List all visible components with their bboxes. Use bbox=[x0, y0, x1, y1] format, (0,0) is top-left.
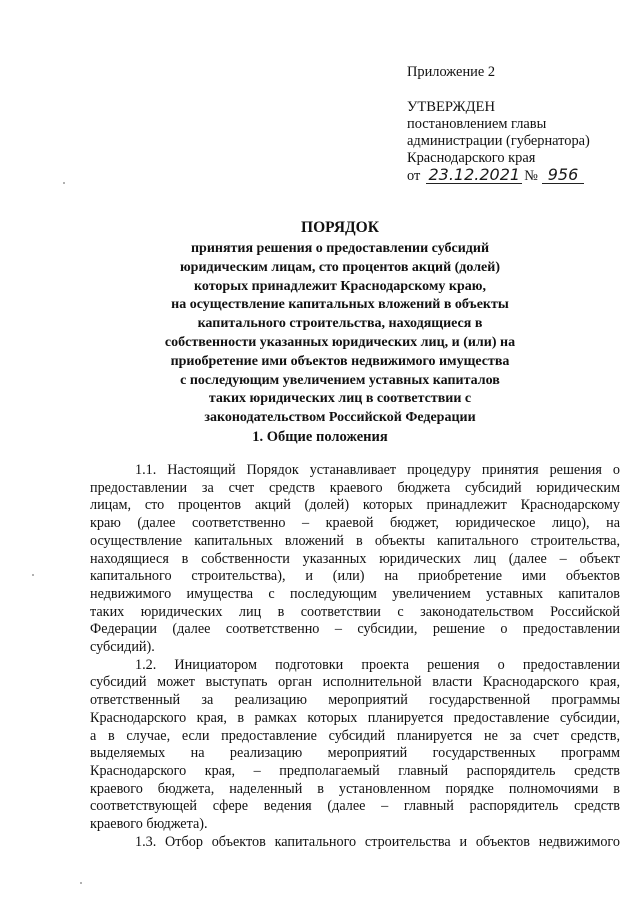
title-line: законодательством Российской Федерации bbox=[204, 410, 476, 426]
title-line: таких юридических лиц в соответствии с bbox=[208, 391, 472, 407]
title-line: которых принадлежит Краснодарскому краю, bbox=[194, 278, 486, 294]
paragraph-line: 1.2. Инициатором подготовки проекта решения о предоставлении bbox=[135, 656, 620, 673]
paragraph-line: краевого бюджета, наделенный в установленном порядке полномочиями в bbox=[90, 780, 620, 797]
section-heading: 1. Общие положения bbox=[252, 429, 388, 445]
date-line bbox=[407, 167, 590, 185]
paragraph-line: 1.3. Отбор объектов капитального строительства и объектов недвижимого bbox=[135, 833, 620, 850]
approval-line: Краснодарского края bbox=[407, 150, 536, 166]
title-line: юридическим лицам, сто процентов акций (долей) bbox=[179, 259, 501, 275]
appendix-label: Приложение 2 bbox=[407, 64, 496, 80]
document-body bbox=[90, 462, 620, 851]
paragraph-1-2 bbox=[90, 657, 620, 834]
title-line: приобретение ими объектов недвижимого имущества bbox=[170, 353, 510, 369]
paragraph-line: находящиеся в собственности указанных юридических лиц (далее – объект bbox=[90, 550, 620, 567]
approved-label: УТВЕРЖДЕН bbox=[407, 99, 495, 115]
paragraph-line: таких юридических лиц в соответствии с законодательством Российской bbox=[90, 603, 620, 620]
document-title bbox=[140, 219, 540, 428]
approval-block bbox=[407, 64, 590, 185]
title-line: собственности указанных юридических лиц, и (или) на bbox=[164, 334, 516, 350]
paragraph-1-3 bbox=[90, 834, 620, 852]
scan-speck bbox=[80, 882, 82, 884]
paragraph-line: осуществление капитальных вложений в объекты капитального строительства, bbox=[90, 532, 620, 549]
scan-speck bbox=[32, 574, 34, 576]
paragraph-line: краевого бюджета). bbox=[90, 816, 208, 833]
paragraph-line: субсидий). bbox=[90, 639, 155, 656]
title-heading: ПОРЯДОК bbox=[301, 219, 379, 236]
paragraph-line: капитального строительства), и (или) на приобретение ими объектов bbox=[90, 568, 620, 585]
handwritten-date: 23.12.2021 bbox=[426, 167, 522, 184]
scan-speck bbox=[63, 182, 65, 184]
paragraph-line: выделяемых на реализацию мероприятий государственных программ bbox=[90, 745, 620, 762]
title-line: принятия решения о предоставлении субсидий bbox=[190, 241, 490, 256]
paragraph-line: лицам, сто процентов акций (долей) которых принадлежит Краснодарскому bbox=[90, 497, 620, 514]
paragraph-line: 1.1. Настоящий Порядок устанавливает процедуру принятия решения о bbox=[135, 462, 620, 478]
date-prefix: от bbox=[407, 168, 421, 184]
paragraph-line: предоставлении за счет средств краевого бюджета субсидий юридическим bbox=[90, 479, 620, 496]
paragraph-line: субсидий может выступать орган исполнительной власти Краснодарского края, bbox=[90, 674, 620, 691]
paragraph-line: соответствующей сфере ведения (далее – главный распорядитель средств bbox=[90, 798, 620, 815]
paragraph-line: краю (далее соответственно – краевой бюджет, юридическое лицо), на bbox=[90, 515, 620, 532]
title-line: на осуществление капитальных вложений в объекты bbox=[171, 297, 509, 313]
handwritten-number: 956 bbox=[542, 167, 584, 184]
number-sign: № bbox=[524, 168, 539, 184]
paragraph-line: Краснодарского края, – предполагаемый главный распорядитель средств bbox=[90, 762, 620, 779]
paragraph-line: а в случае, если предоставление субсидий планируется не за счет средств, bbox=[90, 727, 620, 744]
paragraph-line: недвижимого имущества с последующим увеличением уставных капиталов bbox=[90, 585, 620, 602]
paragraph-line: ответственный за реализацию мероприятий государственной программы bbox=[90, 692, 620, 709]
paragraph-line: Федерации (далее соответственно – субсидии, решение о предоставлении bbox=[90, 621, 620, 638]
approval-line: администрации (губернатора) bbox=[407, 133, 590, 149]
paragraph-line: Краснодарского края, в рамках которых планируется предоставление субсидии, bbox=[90, 709, 620, 726]
paragraph-1-1 bbox=[90, 462, 620, 657]
title-line: капитального строительства, находящиеся в bbox=[197, 316, 483, 332]
approval-line: постановлением главы bbox=[407, 116, 547, 132]
title-line: с последующим увеличением уставных капиталов bbox=[180, 372, 500, 388]
